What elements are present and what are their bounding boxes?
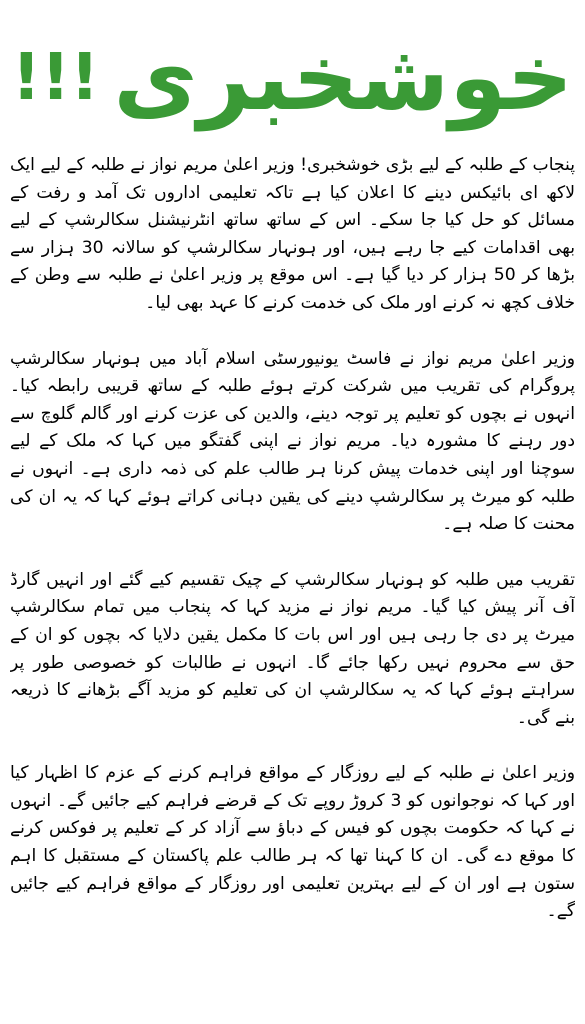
paragraph-3: تقریب میں طلبہ کو ہونہار سکالرشپ کے چیک تقسیم کیے گئے اور انہیں گارڈ آف آنر پیش کیا گیا۔ مریم نواز نے مزید کہا کہ پنجاب میں تمام سکالرشپ میرٹ پر دی جا رہی ہیں اور اس بات کا مکمل یقین دلایا کہ بچوں کو ان کے حق سے محروم نہیں رکھا جائے گا۔ انہوں نے طالبات کو خصوصی طور پر سراہتے ہوئے کہا کہ یہ سکالرشپ ان کی تعلیم کو مزید آگے بڑھانے کا ذریعہ بنے گی۔ [10,569,575,728]
headline-word: خوشخبری [113,24,574,131]
headline-banner [11,8,574,148]
paragraph-1: پنجاب کے طلبہ کے لیے بڑی خوشخبری! وزیر اعلیٰ مریم نواز نے طلبہ کے لیے ایک لاکھ ای بائیکس دینے کا اعلان کیا ہے تاکہ تعلیمی اداروں تک آمد و رفت کے مسائل کو حل کیا جا سکے۔ اس کے ساتھ ساتھ انٹرنیشنل سکالرشپ کے لیے بھی اقدامات کیے جا رہے ہیں، اور ہونہار سکالرشپ کو سالانہ 30 ہزار سے بڑھا کر 50 ہزار کر دیا گیا ہے۔ اس موقع پر وزیر اعلیٰ نے طلبہ سے وطن کے خلاف کچھ نہ کرنے اور ملک کی خدمت کرنے کا عہد بھی لیا۔ [10,155,575,313]
headline-exclamation: !!! [11,41,100,115]
paragraph-2: وزیر اعلیٰ مریم نواز نے فاسٹ یونیورسٹی اسلام آباد میں ہونہار سکالرشپ پروگرام کی تقریب میں شرکت کرتے ہوئے طلبہ کے ساتھ قریبی رابطہ کیا۔ انہوں نے بچوں کو تعلیم پر توجہ دینے، والدین کی عزت کرنے اور گالم گلوچ سے دور رہنے کا مشورہ دیا۔ مریم نواز نے اپنی گفتگو میں کہا کہ ملک کے لیے سوچنا اور اپنی خدمات پیش کرنا ہر طالب علم کی ذمہ داری ہے۔ انہوں نے طلبہ کو میرٹ پر سکالرشپ دینے کی یقین دہانی کراتے ہوئے کہا کہ یہ ان کی محنت کا صلہ ہے۔ [10,348,575,535]
paragraph-4: وزیر اعلیٰ نے طلبہ کے لیے روزگار کے مواقع فراہم کرنے کے عزم کا اظہار کیا اور کہا کہ نوجوانوں کو 3 کروڑ روپے تک کے قرضے فراہم کیے جائیں گے۔ انہوں نے کہا کہ حکومت بچوں کو فیس کے دباؤ سے آزاد کر کے تعلیم پر فوکس کرنے کا موقع دے گی۔ ان کا کہنا تھا کہ ہر طالب علم پاکستان کے مستقبل کا اہم ستون ہے اور ان کے لیے بہترین تعلیمی اور روزگار کے مواقع فراہم کیے جائیں گے۔ [10,763,575,922]
article-body [10,152,575,1020]
